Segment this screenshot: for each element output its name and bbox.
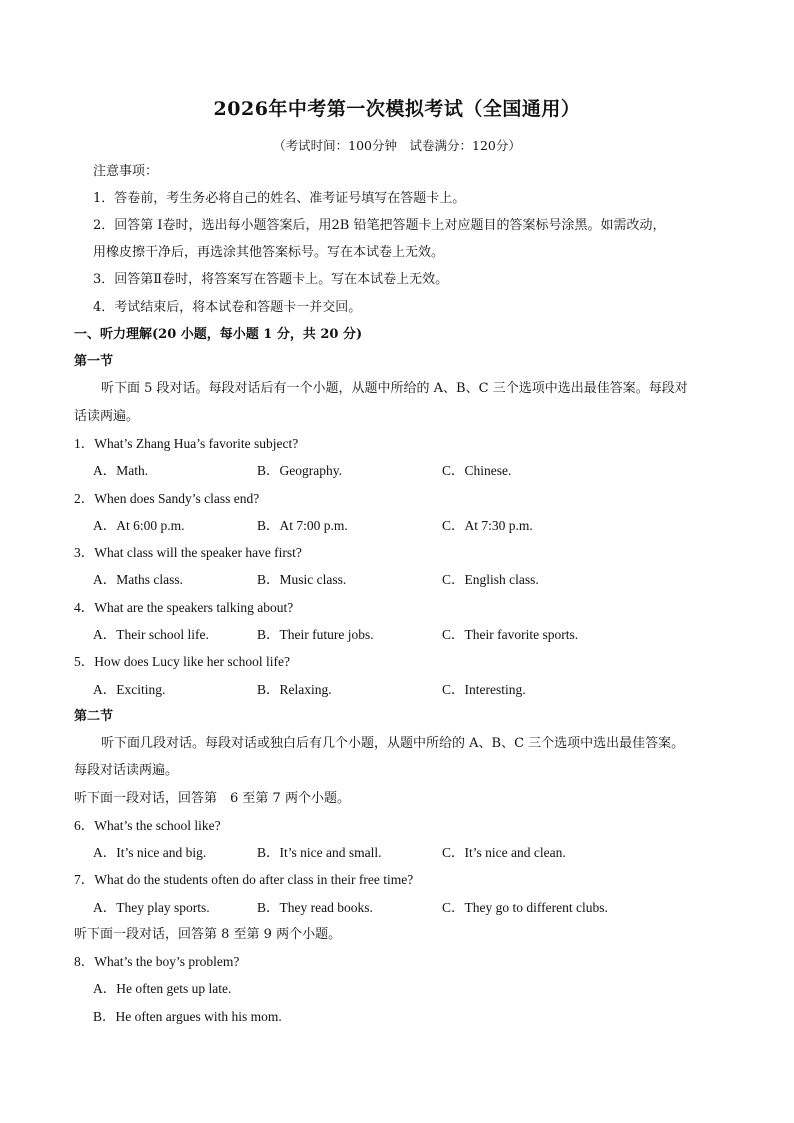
question-5: 5．How does Lucy like her school life? <box>74 654 290 669</box>
q8-option-a: A．He often gets up late. <box>93 981 232 996</box>
q2-option-a: A．At 6:00 p.m. <box>93 518 185 533</box>
q5-option-b: B．Relaxing. <box>257 682 332 697</box>
q2-option-c: C．At 7:30 p.m. <box>442 518 533 533</box>
question-4: 4．What are the speakers talking about? <box>74 600 294 615</box>
q7-option-c: C．They go to different clubs. <box>442 900 608 915</box>
section-heading-listening: 一、听力理解(20 小题，每小题 1 分，共 20 分) <box>74 327 363 342</box>
question-3: 3．What class will the speaker have first? <box>74 545 302 560</box>
question-2: 2．When does Sandy’s class end? <box>74 491 260 506</box>
q5-option-c: C．Interesting. <box>442 682 526 697</box>
q2-option-b: B．At 7:00 p.m. <box>257 518 348 533</box>
group-instruction-8-9: 听下面一段对话，回答第 8 至第 9 两个小题。 <box>74 927 342 942</box>
q6-option-a: A．It’s nice and big. <box>93 845 207 860</box>
q4-option-c: C．Their favorite sports. <box>442 627 579 642</box>
q6-option-b: B．It’s nice and small. <box>257 845 382 860</box>
question-8: 8．What’s the boy’s problem? <box>74 954 240 969</box>
exam-title: 2026年中考第一次模拟考试（全国通用） <box>213 98 581 120</box>
note-item-4: 4．考试结束后，将本试卷和答题卡一并交回。 <box>93 300 362 315</box>
q7-option-b: B．They read books. <box>257 900 373 915</box>
note-item-3: 3．回答第Ⅱ卷时，将答案写在答题卡上。写在本试卷上无效。 <box>93 272 449 287</box>
q8-option-b: B．He often argues with his mom. <box>93 1009 282 1024</box>
q3-option-a: A．Maths class. <box>93 572 183 587</box>
q1-option-a: A．Math. <box>93 463 149 478</box>
q5-option-a: A．Exciting. <box>93 682 166 697</box>
part2-instruction-line1: 听下面几段对话。每段对话或独白后有几个小题，从题中所给的 A、B、C 三个选项中选出最佳答案。 <box>101 736 685 751</box>
part2-instruction-line2: 每段对话读两遍。 <box>74 763 179 778</box>
notes-heading: 注意事项： <box>93 164 159 179</box>
q3-option-c: C．English class. <box>442 572 539 587</box>
q4-option-b: B．Their future jobs. <box>257 627 374 642</box>
question-7: 7．What do the students often do after class in their free time? <box>74 872 414 887</box>
question-6: 6．What’s the school like? <box>74 818 221 833</box>
exam-subtitle: （考试时间：100分钟 试卷满分：120分） <box>273 138 521 153</box>
q3-option-b: B．Music class. <box>257 572 347 587</box>
part-label-1: 第一节 <box>74 354 114 369</box>
part1-instruction-line1: 听下面 5 段对话。每段对话后有一个小题，从题中所给的 A、B、C 三个选项中选出最佳答案。每段对 <box>101 381 688 396</box>
note-item-2: 2．回答第 Ⅰ卷时，选出每小题答案后，用2B 铅笔把答题卡上对应题目的答案标号涂黑。如需改动， <box>93 218 666 233</box>
q7-option-a: A．They play sports. <box>93 900 210 915</box>
q1-option-c: C．Chinese. <box>442 463 512 478</box>
question-1: 1．What’s Zhang Hua’s favorite subject? <box>74 436 299 451</box>
q4-option-a: A．Their school life. <box>93 627 209 642</box>
note-item-1: 1．答卷前，考生务必将自己的姓名、准考证号填写在答题卡上。 <box>93 191 466 206</box>
note-item-2-continued: 用橡皮擦干净后，再选涂其他答案标号。写在本试卷上无效。 <box>93 245 445 260</box>
q6-option-c: C．It’s nice and clean. <box>442 845 566 860</box>
q1-option-b: B．Geography. <box>257 463 342 478</box>
group-instruction-6-7: 听下面一段对话，回答第 6 至第 7 两个小题。 <box>74 791 350 806</box>
part-label-2: 第二节 <box>74 709 114 724</box>
part1-instruction-line2: 话读两遍。 <box>74 409 140 424</box>
